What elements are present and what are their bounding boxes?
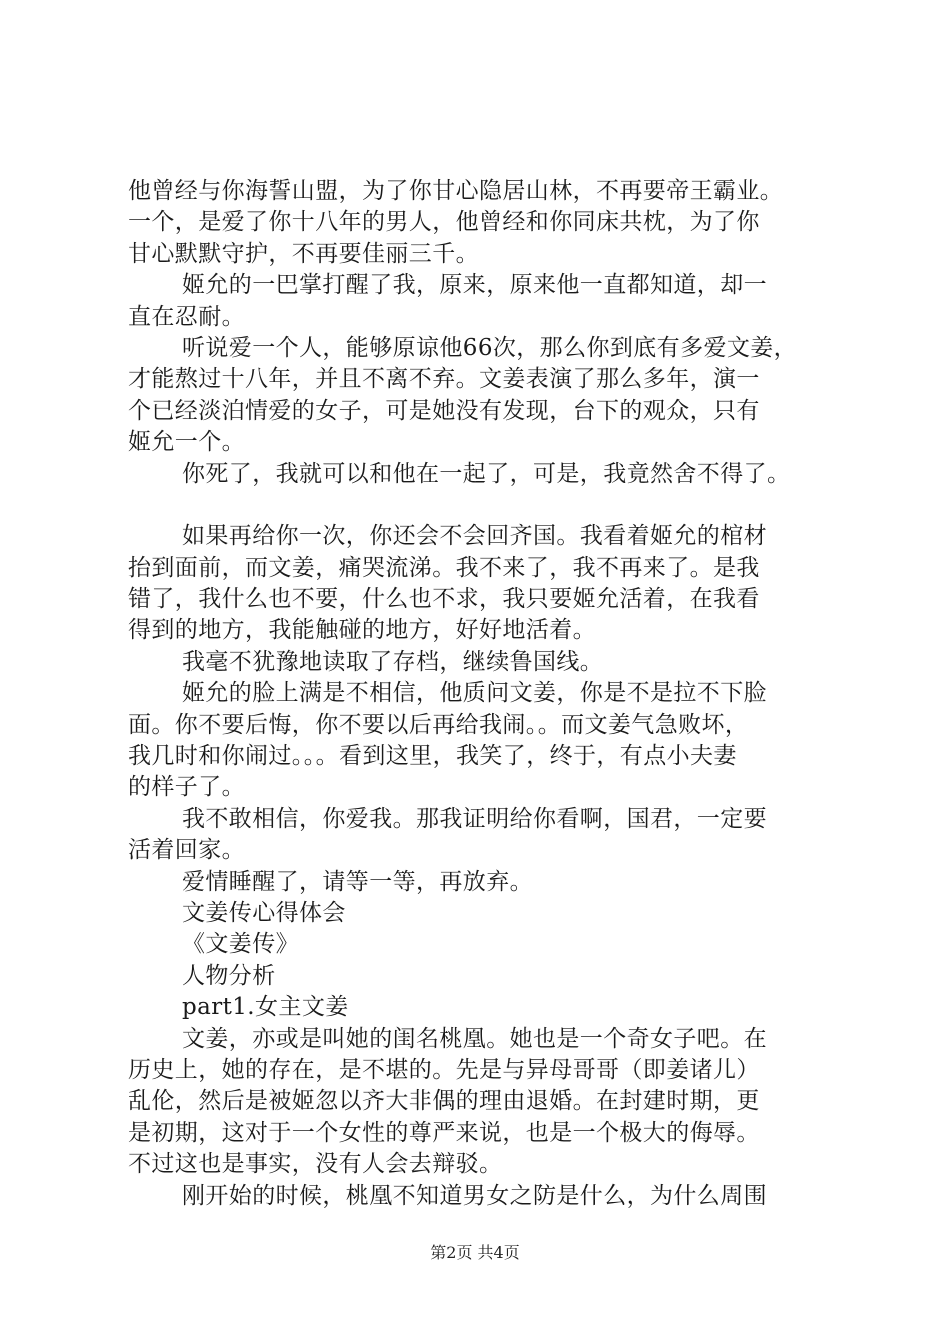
text-line: 才能熬过十八年，并且不离不弃。文姜表演了那么多年，演一 xyxy=(128,366,760,393)
text-line: 《文姜传》 xyxy=(182,931,299,958)
text-line: 面。你不要后悔，你不要以后再给我闹。。而文姜气急败坏， xyxy=(128,711,749,738)
text-line: 直在忍耐。 xyxy=(128,303,245,330)
text-line: 文姜传心得体会 xyxy=(182,899,346,926)
text-line: 我几时和你闹过。。。看到这里，我笑了，终于，有点小夫妻 xyxy=(128,743,737,770)
text-line: 如果再给你一次，你还会不会回齐国。我看着姬允的棺材 xyxy=(182,523,767,550)
text-line: 文姜，亦或是叫她的闺名桃凰。她也是一个奇女子吧。在 xyxy=(182,1025,767,1052)
text-line: 姬允的一巴掌打醒了我，原来，原来他一直都知道，却一 xyxy=(182,272,767,299)
text-line: 活着回家。 xyxy=(128,837,245,864)
text-line: part1.女主文姜 xyxy=(182,994,349,1021)
text-line: 错了，我什么也不要，什么也不求，我只要姬允活着，在我看 xyxy=(128,586,760,613)
text-line: 你死了，我就可以和他在一起了，可是，我竟然舍不得了。 xyxy=(182,460,791,487)
document-body xyxy=(128,176,848,1212)
text-line: 听说爱一个人，能够原谅他66次，那么你到底有多爱文姜， xyxy=(182,334,798,361)
text-line: 的样子了。 xyxy=(128,774,245,801)
blank-line xyxy=(128,490,848,521)
text-line: 不过这也是事实，没有人会去辩驳。 xyxy=(128,1151,503,1178)
text-line: 得到的地方，我能触碰的地方，好好地活着。 xyxy=(128,617,596,644)
text-line: 姬允一个。 xyxy=(128,429,245,456)
text-line: 乱伦，然后是被姬忽以齐大非偶的理由退婚。在封建时期，更 xyxy=(128,1088,760,1115)
text-line: 我毫不犹豫地读取了存档，继续鲁国线。 xyxy=(182,648,604,675)
text-line: 抬到面前，而文姜，痛哭流涕。我不来了，我不再来了。是我 xyxy=(128,554,760,581)
text-line: 爱情睡醒了，请等一等，再放弃。 xyxy=(182,868,533,895)
text-line: 历史上，她的存在，是不堪的。先是与异母哥哥（即姜诸儿） xyxy=(128,1056,760,1083)
text-line: 人物分析 xyxy=(182,962,276,989)
page-footer: 第2页 共4页 xyxy=(430,1243,520,1262)
text-line: 刚开始的时候，桃凰不知道男女之防是什么，为什么周围 xyxy=(182,1182,767,1209)
text-line: 一个，是爱了你十八年的男人，他曾经和你同床共枕，为了你 xyxy=(128,209,760,236)
text-line: 是初期，这对于一个女性的尊严来说，也是一个极大的侮辱。 xyxy=(128,1119,760,1146)
text-line: 他曾经与你海誓山盟，为了你甘心隐居山林，不再要帝王霸业。 xyxy=(128,178,784,204)
text-line: 我不敢相信，你爱我。那我证明给你看啊，国君，一定要 xyxy=(182,805,767,832)
text-line: 个已经淡泊情爱的女子，可是她没有发现，台下的观众，只有 xyxy=(128,397,760,424)
text-line: 甘心默默守护，不再要佳丽三千。 xyxy=(128,240,479,267)
text-line: 姬允的脸上满是不相信，他质问文姜，你是不是拉不下脸 xyxy=(182,680,767,707)
